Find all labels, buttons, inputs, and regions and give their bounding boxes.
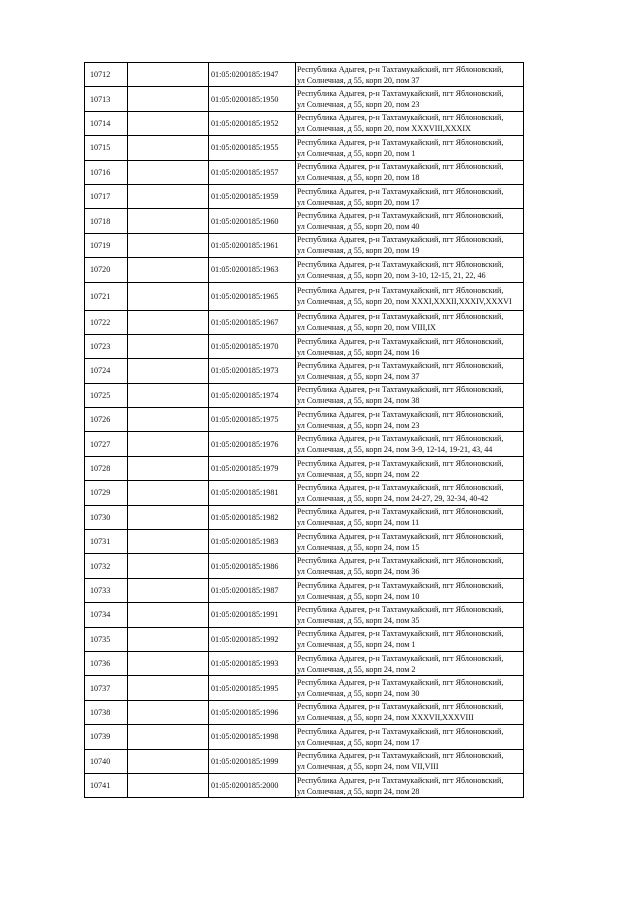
address-cell bbox=[296, 282, 524, 310]
table-row bbox=[85, 773, 524, 797]
cadastral-number-cell: 01:05:0200185:1957 bbox=[209, 160, 296, 184]
address-line-street: ул Солнечная, д 55, корп 24, пом 23 bbox=[297, 420, 420, 430]
empty-cell bbox=[128, 111, 209, 135]
cadastral-number-cell: 01:05:0200185:1983 bbox=[209, 530, 296, 554]
address-line-street: ул Солнечная, д 55, корп 24, пом VII,VIII bbox=[297, 762, 439, 772]
table-row bbox=[85, 334, 524, 358]
address-cell bbox=[296, 773, 524, 797]
cadastral-number-cell: 01:05:0200185:1955 bbox=[209, 136, 296, 160]
address-line-region: Республика Адыгея, р-н Тахтамукайский, пгт Яблоновский, bbox=[297, 409, 504, 419]
address-line-region: Республика Адыгея, р-н Тахтамукайский, пгт Яблоновский, bbox=[297, 604, 504, 614]
empty-cell bbox=[128, 258, 209, 282]
cadastral-number-cell: 01:05:0200185:1975 bbox=[209, 408, 296, 432]
record-number-cell: 10728 bbox=[85, 456, 128, 480]
empty-cell bbox=[128, 383, 209, 407]
cadastral-number-cell: 01:05:0200185:1979 bbox=[209, 456, 296, 480]
record-number-cell: 10739 bbox=[85, 725, 128, 749]
cadastral-number-cell: 01:05:0200185:2000 bbox=[209, 773, 296, 797]
empty-cell bbox=[128, 136, 209, 160]
empty-cell bbox=[128, 700, 209, 724]
table-row bbox=[85, 432, 524, 456]
address-line-region: Республика Адыгея, р-н Тахтамукайский, пгт Яблоновский, bbox=[297, 702, 504, 712]
empty-cell bbox=[128, 530, 209, 554]
empty-cell bbox=[128, 359, 209, 383]
address-line-region: Республика Адыгея, р-н Тахтамукайский, пгт Яблоновский, bbox=[297, 482, 504, 492]
address-line-region: Республика Адыгея, р-н Тахтамукайский, пгт Яблоновский, bbox=[297, 186, 504, 196]
empty-cell bbox=[128, 505, 209, 529]
cadastral-number-cell: 01:05:0200185:1965 bbox=[209, 282, 296, 310]
empty-cell bbox=[128, 773, 209, 797]
empty-cell bbox=[128, 603, 209, 627]
address-line-street: ул Солнечная, д 55, корп 20, пом 23 bbox=[297, 100, 420, 110]
cadastral-number-cell: 01:05:0200185:1992 bbox=[209, 627, 296, 651]
table-row bbox=[85, 359, 524, 383]
record-number-cell: 10719 bbox=[85, 233, 128, 257]
record-number-cell: 10731 bbox=[85, 530, 128, 554]
address-line-street: ул Солнечная, д 55, корп 24, пом 16 bbox=[297, 347, 420, 357]
address-line-street: ул Солнечная, д 55, корп 24, пом 11 bbox=[297, 518, 420, 528]
address-line-region: Республика Адыгея, р-н Тахтамукайский, пгт Яблоновский, bbox=[297, 360, 504, 370]
address-cell bbox=[296, 160, 524, 184]
address-cell bbox=[296, 481, 524, 505]
empty-cell bbox=[128, 432, 209, 456]
table-row bbox=[85, 87, 524, 111]
cadastral-number-cell: 01:05:0200185:1999 bbox=[209, 749, 296, 773]
empty-cell bbox=[128, 209, 209, 233]
cadastral-number-cell: 01:05:0200185:1960 bbox=[209, 209, 296, 233]
record-number-cell: 10730 bbox=[85, 505, 128, 529]
address-line-street: ул Солнечная, д 55, корп 24, пом 38 bbox=[297, 396, 420, 406]
address-cell bbox=[296, 627, 524, 651]
address-cell bbox=[296, 554, 524, 578]
address-line-region: Республика Адыгея, р-н Тахтамукайский, пгт Яблоновский, bbox=[297, 653, 504, 663]
cadastral-number-cell: 01:05:0200185:1991 bbox=[209, 603, 296, 627]
table-row bbox=[85, 578, 524, 602]
cadastral-number-cell: 01:05:0200185:1998 bbox=[209, 725, 296, 749]
address-line-street: ул Солнечная, д 55, корп 20, пом 37 bbox=[297, 75, 420, 85]
address-line-street: ул Солнечная, д 55, корп 20, пом 18 bbox=[297, 173, 420, 183]
cadastral-number-cell: 01:05:0200185:1963 bbox=[209, 258, 296, 282]
address-line-street: ул Солнечная, д 55, корп 20, пом XXXI,XXXII,XXXIV,XXXVI bbox=[297, 297, 512, 307]
empty-cell bbox=[128, 676, 209, 700]
cadastral-number-cell: 01:05:0200185:1987 bbox=[209, 578, 296, 602]
table-row bbox=[85, 651, 524, 675]
address-cell bbox=[296, 676, 524, 700]
record-number-cell: 10740 bbox=[85, 749, 128, 773]
address-line-region: Республика Адыгея, р-н Тахтамукайский, пгт Яблоновский, bbox=[297, 726, 504, 736]
empty-cell bbox=[128, 408, 209, 432]
cadastral-number-cell: 01:05:0200185:1947 bbox=[209, 63, 296, 87]
address-line-street: ул Солнечная, д 55, корп 24, пом 30 bbox=[297, 689, 420, 699]
address-line-street: ул Солнечная, д 55, корп 20, пом 3-10, 12-15, 21, 22, 46 bbox=[297, 270, 486, 280]
address-cell bbox=[296, 258, 524, 282]
table-row bbox=[85, 725, 524, 749]
record-number-cell: 10716 bbox=[85, 160, 128, 184]
empty-cell bbox=[128, 578, 209, 602]
address-cell bbox=[296, 111, 524, 135]
address-line-street: ул Солнечная, д 55, корп 20, пом 1 bbox=[297, 148, 416, 158]
address-line-street: ул Солнечная, д 55, корп 24, пом 2 bbox=[297, 664, 416, 674]
cadastral-number-cell: 01:05:0200185:1982 bbox=[209, 505, 296, 529]
record-number-cell: 10729 bbox=[85, 481, 128, 505]
table-row bbox=[85, 749, 524, 773]
address-line-region: Республика Адыгея, р-н Тахтамукайский, пгт Яблоновский, bbox=[297, 458, 504, 468]
address-line-region: Республика Адыгея, р-н Тахтамукайский, пгт Яблоновский, bbox=[297, 556, 504, 566]
address-cell bbox=[296, 233, 524, 257]
empty-cell bbox=[128, 725, 209, 749]
address-cell bbox=[296, 209, 524, 233]
address-line-region: Республика Адыгея, р-н Тахтамукайский, пгт Яблоновский, bbox=[297, 312, 504, 322]
table-row bbox=[85, 627, 524, 651]
empty-cell bbox=[128, 554, 209, 578]
cadastral-number-cell: 01:05:0200185:1974 bbox=[209, 383, 296, 407]
address-line-street: ул Солнечная, д 55, корп 24, пом 17 bbox=[297, 737, 420, 747]
address-line-street: ул Солнечная, д 55, корп 24, пом 3-9, 12-14, 19-21, 43, 44 bbox=[297, 445, 493, 455]
empty-cell bbox=[128, 233, 209, 257]
address-line-street: ул Солнечная, д 55, корп 24, пом 24-27, 29, 32-34, 40-42 bbox=[297, 493, 489, 503]
address-cell bbox=[296, 651, 524, 675]
empty-cell bbox=[128, 749, 209, 773]
table-row bbox=[85, 700, 524, 724]
address-cell bbox=[296, 725, 524, 749]
address-line-region: Республика Адыгея, р-н Тахтамукайский, пгт Яблоновский, bbox=[297, 385, 504, 395]
record-number-cell: 10735 bbox=[85, 627, 128, 651]
address-cell bbox=[296, 505, 524, 529]
address-line-street: ул Солнечная, д 55, корп 20, пом VIII,IX bbox=[297, 323, 436, 333]
address-cell bbox=[296, 87, 524, 111]
record-number-cell: 10715 bbox=[85, 136, 128, 160]
table-row bbox=[85, 111, 524, 135]
record-number-cell: 10713 bbox=[85, 87, 128, 111]
registry-table-body bbox=[85, 63, 524, 798]
address-cell bbox=[296, 334, 524, 358]
table-row bbox=[85, 505, 524, 529]
address-line-region: Республика Адыгея, р-н Тахтамукайский, пгт Яблоновский, bbox=[297, 64, 504, 74]
cadastral-number-cell: 01:05:0200185:1952 bbox=[209, 111, 296, 135]
cadastral-number-cell: 01:05:0200185:1967 bbox=[209, 310, 296, 334]
address-line-street: ул Солнечная, д 55, корп 24, пом 35 bbox=[297, 615, 420, 625]
address-cell bbox=[296, 184, 524, 208]
table-row bbox=[85, 676, 524, 700]
record-number-cell: 10714 bbox=[85, 111, 128, 135]
address-line-street: ул Солнечная, д 55, корп 24, пом XXXVII,XXXVIII bbox=[297, 713, 474, 723]
empty-cell bbox=[128, 334, 209, 358]
cadastral-number-cell: 01:05:0200185:1993 bbox=[209, 651, 296, 675]
record-number-cell: 10732 bbox=[85, 554, 128, 578]
table-row bbox=[85, 258, 524, 282]
address-line-region: Республика Адыгея, р-н Тахтамукайский, пгт Яблоновский, bbox=[297, 89, 504, 99]
table-row bbox=[85, 310, 524, 334]
address-cell bbox=[296, 310, 524, 334]
record-number-cell: 10741 bbox=[85, 773, 128, 797]
address-cell bbox=[296, 63, 524, 87]
cadastral-number-cell: 01:05:0200185:1986 bbox=[209, 554, 296, 578]
address-cell bbox=[296, 383, 524, 407]
address-cell bbox=[296, 578, 524, 602]
address-line-street: ул Солнечная, д 55, корп 24, пом 22 bbox=[297, 469, 420, 479]
address-cell bbox=[296, 359, 524, 383]
record-number-cell: 10727 bbox=[85, 432, 128, 456]
table-row bbox=[85, 530, 524, 554]
table-row bbox=[85, 481, 524, 505]
address-line-region: Республика Адыгея, р-н Тахтамукайский, пгт Яблоновский, bbox=[297, 286, 504, 296]
record-number-cell: 10726 bbox=[85, 408, 128, 432]
record-number-cell: 10718 bbox=[85, 209, 128, 233]
table-row bbox=[85, 456, 524, 480]
address-line-region: Республика Адыгея, р-н Тахтамукайский, пгт Яблоновский, bbox=[297, 162, 504, 172]
record-number-cell: 10733 bbox=[85, 578, 128, 602]
empty-cell bbox=[128, 160, 209, 184]
address-cell bbox=[296, 530, 524, 554]
cadastral-number-cell: 01:05:0200185:1973 bbox=[209, 359, 296, 383]
address-line-street: ул Солнечная, д 55, корп 24, пом 37 bbox=[297, 371, 420, 381]
address-line-region: Республика Адыгея, р-н Тахтамукайский, пгт Яблоновский, bbox=[297, 211, 504, 221]
record-number-cell: 10721 bbox=[85, 282, 128, 310]
address-line-region: Республика Адыгея, р-н Тахтамукайский, пгт Яблоновский, bbox=[297, 580, 504, 590]
cadastral-number-cell: 01:05:0200185:1961 bbox=[209, 233, 296, 257]
record-number-cell: 10737 bbox=[85, 676, 128, 700]
address-cell bbox=[296, 700, 524, 724]
cadastral-number-cell: 01:05:0200185:1959 bbox=[209, 184, 296, 208]
table-row bbox=[85, 554, 524, 578]
cadastral-number-cell: 01:05:0200185:1970 bbox=[209, 334, 296, 358]
empty-cell bbox=[128, 481, 209, 505]
address-line-region: Республика Адыгея, р-н Тахтамукайский, пгт Яблоновский, bbox=[297, 629, 504, 639]
address-line-region: Республика Адыгея, р-н Тахтамукайский, пгт Яблоновский, bbox=[297, 507, 504, 517]
document-page bbox=[84, 62, 524, 798]
table-row bbox=[85, 233, 524, 257]
address-line-region: Республика Адыгея, р-н Тахтамукайский, пгт Яблоновский, bbox=[297, 336, 504, 346]
table-row bbox=[85, 63, 524, 87]
table-row bbox=[85, 160, 524, 184]
address-line-region: Республика Адыгея, р-н Тахтамукайский, пгт Яблоновский, bbox=[297, 235, 504, 245]
record-number-cell: 10736 bbox=[85, 651, 128, 675]
address-line-street: ул Солнечная, д 55, корп 20, пом 19 bbox=[297, 246, 420, 256]
address-cell bbox=[296, 456, 524, 480]
address-line-street: ул Солнечная, д 55, корп 24, пом 1 bbox=[297, 640, 416, 650]
record-number-cell: 10722 bbox=[85, 310, 128, 334]
record-number-cell: 10720 bbox=[85, 258, 128, 282]
empty-cell bbox=[128, 456, 209, 480]
record-number-cell: 10724 bbox=[85, 359, 128, 383]
address-cell bbox=[296, 603, 524, 627]
record-number-cell: 10723 bbox=[85, 334, 128, 358]
address-line-region: Республика Адыгея, р-н Тахтамукайский, пгт Яблоновский, bbox=[297, 751, 504, 761]
address-line-region: Республика Адыгея, р-н Тахтамукайский, пгт Яблоновский, bbox=[297, 137, 504, 147]
record-number-cell: 10738 bbox=[85, 700, 128, 724]
empty-cell bbox=[128, 282, 209, 310]
address-line-street: ул Солнечная, д 55, корп 20, пом XXXVIII,XXXIX bbox=[297, 124, 471, 134]
record-number-cell: 10717 bbox=[85, 184, 128, 208]
address-line-street: ул Солнечная, д 55, корп 24, пом 36 bbox=[297, 567, 420, 577]
record-number-cell: 10725 bbox=[85, 383, 128, 407]
cadastral-number-cell: 01:05:0200185:1995 bbox=[209, 676, 296, 700]
address-line-region: Республика Адыгея, р-н Тахтамукайский, пгт Яблоновский, bbox=[297, 678, 504, 688]
address-cell bbox=[296, 749, 524, 773]
empty-cell bbox=[128, 87, 209, 111]
empty-cell bbox=[128, 63, 209, 87]
address-line-region: Республика Адыгея, р-н Тахтамукайский, пгт Яблоновский, bbox=[297, 113, 504, 123]
address-cell bbox=[296, 136, 524, 160]
record-number-cell: 10734 bbox=[85, 603, 128, 627]
record-number-cell: 10712 bbox=[85, 63, 128, 87]
address-line-region: Республика Адыгея, р-н Тахтамукайский, пгт Яблоновский, bbox=[297, 434, 504, 444]
address-line-street: ул Солнечная, д 55, корп 20, пом 40 bbox=[297, 222, 420, 232]
address-cell bbox=[296, 432, 524, 456]
address-line-region: Республика Адыгея, р-н Тахтамукайский, пгт Яблоновский, bbox=[297, 775, 504, 785]
address-line-street: ул Солнечная, д 55, корп 24, пом 15 bbox=[297, 542, 420, 552]
table-row bbox=[85, 383, 524, 407]
empty-cell bbox=[128, 184, 209, 208]
cadastral-number-cell: 01:05:0200185:1950 bbox=[209, 87, 296, 111]
cadastral-number-cell: 01:05:0200185:1996 bbox=[209, 700, 296, 724]
table-row bbox=[85, 209, 524, 233]
table-row bbox=[85, 136, 524, 160]
address-cell bbox=[296, 408, 524, 432]
cadastral-number-cell: 01:05:0200185:1976 bbox=[209, 432, 296, 456]
address-line-street: ул Солнечная, д 55, корп 20, пом 17 bbox=[297, 197, 420, 207]
cadastral-number-cell: 01:05:0200185:1981 bbox=[209, 481, 296, 505]
table-row bbox=[85, 282, 524, 310]
address-line-region: Республика Адыгея, р-н Тахтамукайский, пгт Яблоновский, bbox=[297, 531, 504, 541]
table-row bbox=[85, 184, 524, 208]
address-line-street: ул Солнечная, д 55, корп 24, пом 10 bbox=[297, 591, 420, 601]
empty-cell bbox=[128, 310, 209, 334]
empty-cell bbox=[128, 627, 209, 651]
address-line-region: Республика Адыгея, р-н Тахтамукайский, пгт Яблоновский, bbox=[297, 259, 504, 269]
table-row bbox=[85, 603, 524, 627]
table-row bbox=[85, 408, 524, 432]
empty-cell bbox=[128, 651, 209, 675]
property-registry-table bbox=[84, 62, 524, 798]
address-line-street: ул Солнечная, д 55, корп 24, пом 28 bbox=[297, 786, 420, 796]
